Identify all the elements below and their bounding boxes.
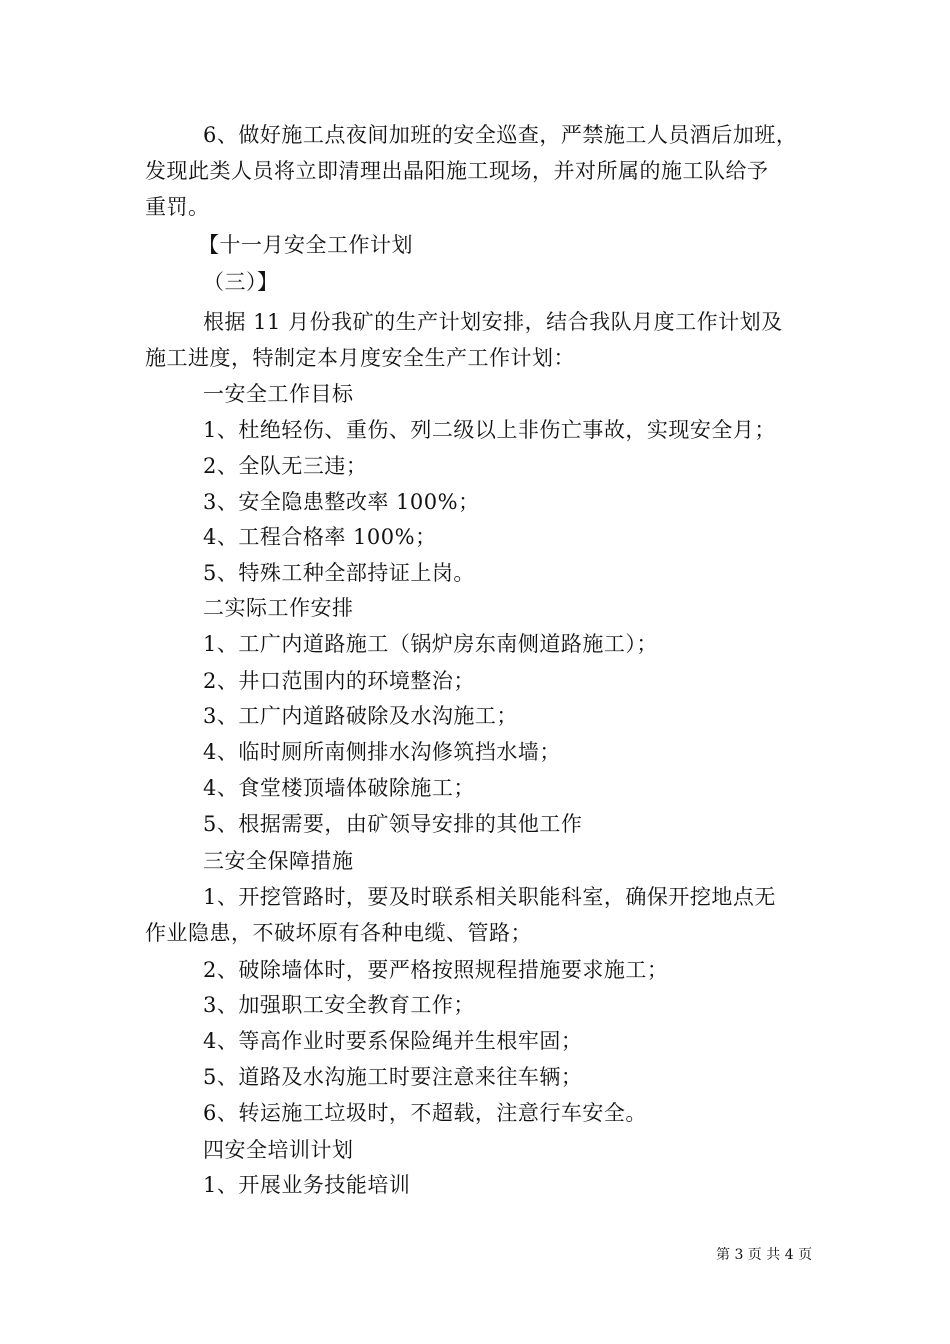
section3-heading: 三安全保障措施 xyxy=(203,849,354,873)
section1-heading: 一安全工作目标 xyxy=(203,382,354,406)
section2-item: 4、临时厕所南侧排水沟修筑挡水墙； xyxy=(203,740,561,764)
section2-heading: 二实际工作安排 xyxy=(203,596,354,620)
intro-line-3: 重罚。 xyxy=(145,195,210,219)
page-number: 第 3 页 共 4 页 xyxy=(716,1247,813,1263)
section1-item: 2、全队无三违； xyxy=(203,454,368,478)
section3-item: 4、等高作业时要系保险绳并生根牢固； xyxy=(203,1029,583,1053)
section3-item: 6、转运施工垃圾时，不超载，注意行车安全。 xyxy=(203,1101,647,1125)
section2-item: 1、工广内道路施工（锅炉房东南侧道路施工）； xyxy=(203,632,658,656)
section2-item: 5、根据需要，由矿领导安排的其他工作 xyxy=(203,812,583,836)
section1-item: 5、特殊工种全部持证上岗。 xyxy=(203,561,475,585)
section1-item: 1、杜绝轻伤、重伤、列二级以上非伤亡事故，实现安全月； xyxy=(203,418,776,442)
section3-item-1-line-2: 作业隐患，不破坏原有各种电缆、管路； xyxy=(145,921,532,945)
doc-title-line-1: 【十一月安全工作计划 xyxy=(198,233,413,257)
intro-line-2: 发现此类人员将立即清理出晶阳施工现场，并对所属的施工队给予 xyxy=(145,159,769,183)
doc-title-line-2: （三）】 xyxy=(203,270,279,294)
section3-item-1-line-1: 1、开挖管路时，要及时联系相关职能科室，确保开挖地点无 xyxy=(203,885,776,909)
section3-item: 5、道路及水沟施工时要注意来往车辆； xyxy=(203,1065,583,1089)
section1-item: 3、安全隐患整改率 100%； xyxy=(203,490,480,514)
section2-item: 4、食堂楼顶墙体破除施工； xyxy=(203,776,475,800)
section3-item: 2、破除墙体时，要严格按照规程措施要求施工； xyxy=(203,958,669,982)
intro-line-1: 6、做好施工点夜间加班的安全巡查，严禁施工人员酒后加班， xyxy=(203,123,798,147)
section2-item: 3、工广内道路破除及水沟施工； xyxy=(203,704,518,728)
section1-item: 4、工程合格率 100%； xyxy=(203,525,437,549)
preface-line-2: 施工进度，特制定本月度安全生产工作计划： xyxy=(145,346,575,370)
section4-item: 1、开展业务技能培训 xyxy=(203,1173,411,1197)
section4-heading: 四安全培训计划 xyxy=(203,1138,354,1162)
section3-item: 3、加强职工安全教育工作； xyxy=(203,993,475,1017)
preface-line-1: 根据 11 月份我矿的生产计划安排，结合我队月度工作计划及 xyxy=(203,310,783,334)
section2-item: 2、井口范围内的环境整治； xyxy=(203,669,475,693)
